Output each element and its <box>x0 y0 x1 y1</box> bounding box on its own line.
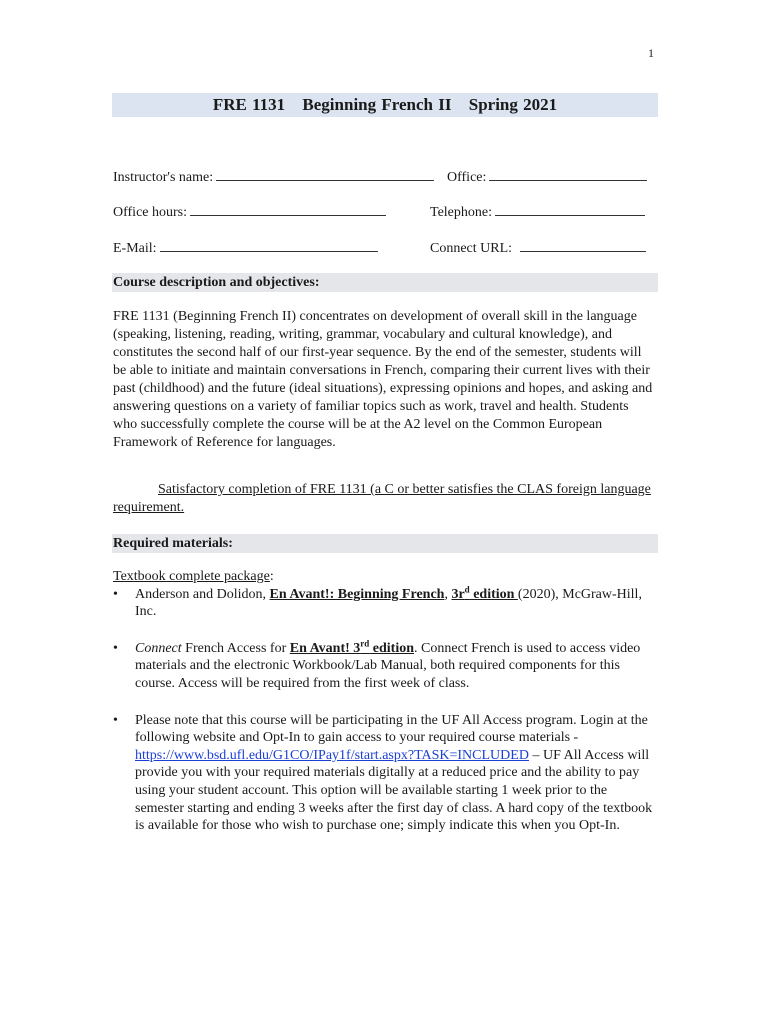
office-label: Office: <box>447 170 487 185</box>
b1-post: (2020), McGraw-Hill, Inc. <box>135 586 642 620</box>
course-term: Spring 2021 <box>468 95 558 114</box>
connect-url-field <box>430 240 646 257</box>
textbook-label-line <box>113 568 658 586</box>
b1-comma: , <box>444 586 452 602</box>
b1-ed-sup: d <box>464 583 470 594</box>
textbook-colon: : <box>269 569 274 584</box>
email-label: E-Mail: <box>113 241 157 256</box>
office-blank <box>489 169 647 181</box>
description-heading: Course description and objectives: <box>112 273 658 292</box>
instructor-blank <box>216 169 434 181</box>
office-hours-field <box>113 204 386 221</box>
b2-post: . Connect French is used to access video materials and the electronic Workbook/Lab Manual, both required components for this course. Access will be required from the first week of class. <box>135 640 641 691</box>
textbook-label: Textbook complete package <box>113 569 270 584</box>
office-hours-blank <box>190 204 386 216</box>
telephone-label: Telephone: <box>430 205 492 220</box>
email-blank <box>160 240 378 252</box>
b1-ed-num: 3r <box>451 586 465 602</box>
b2-pre: French Access for <box>181 640 290 656</box>
page-number: 1 <box>648 46 654 60</box>
b2-ed: edition <box>369 640 415 656</box>
satisfactory-note <box>113 481 653 517</box>
bullet-icon: • <box>113 712 118 728</box>
connect-url-label: Connect URL: <box>430 241 513 256</box>
email-field <box>113 240 378 257</box>
instructor-label: Instructor's name: <box>113 170 214 185</box>
b1-edition <box>451 583 518 602</box>
b3-post: – UF All Access will provide you with your required materials digitally at a reduced price and the ability to pay using your student account. This option will be available starting 1 week prior to the semester starting and ending 3 weeks after the first day of class. A hard copy of the textbook is available for those who wish to purchase one; simply indicate this when you Opt-In. <box>135 747 653 834</box>
telephone-field <box>430 204 645 221</box>
b2-connect: Connect <box>135 640 182 656</box>
connect-url-blank <box>520 240 646 252</box>
course-description: FRE 1131 (Beginning French II) concentrates on development of overall skill in the language (speaking, listening, reading, writing, grammar, vocabulary and cultural knowledge), and constitutes the second half of our first-year sequence. By the end of the semester, students will be able to initiate and maintain conversations in French, comparing their current lives with their past (childhood) and the future (ideal situations), expressing opinions and hopes, and asking and answering questions on a variety of familiar topics such as work, travel and health. Students who successfully complete the course will be at the A2 level on the Common European Framework of Reference for languages. <box>113 309 653 450</box>
satisfactory-text: Satisfactory completion of FRE 1131 (a C or better satisfies the CLAS foreign language requirement. <box>113 482 651 515</box>
b2-book-title <box>289 638 415 656</box>
all-access-link[interactable]: https://www.bsd.ufl.edu/G1CO/IPay1f/start.aspx?TASK=INCLUDED <box>135 747 529 763</box>
bullet-icon: • <box>113 586 118 602</box>
course-title-bar <box>112 93 658 117</box>
material-bullet-3 <box>113 712 658 835</box>
course-name: Beginning French II <box>302 95 452 114</box>
b2-book: En Avant! 3 <box>289 640 361 656</box>
b3-pre: Please note that this course will be participating in the UF All Access program. Login at the following website and Opt-In to gain access to your required course materials - <box>135 712 648 746</box>
b1-book-title: En Avant!: Beginning French <box>269 586 445 602</box>
bullet-icon: • <box>113 640 118 656</box>
course-code: FRE 1131 <box>212 95 286 114</box>
b2-sup: rd <box>360 638 370 649</box>
office-field <box>447 169 647 186</box>
instructor-field <box>113 169 434 186</box>
office-hours-label: Office hours: <box>113 205 187 220</box>
b1-ed-word: edition <box>469 586 518 602</box>
materials-heading: Required materials: <box>112 534 658 553</box>
material-bullet-1 <box>113 583 658 621</box>
materials-list <box>113 568 658 835</box>
material-bullet-2 <box>113 640 658 693</box>
telephone-blank <box>495 204 645 216</box>
b1-pre: Anderson and Dolidon, <box>135 586 270 602</box>
